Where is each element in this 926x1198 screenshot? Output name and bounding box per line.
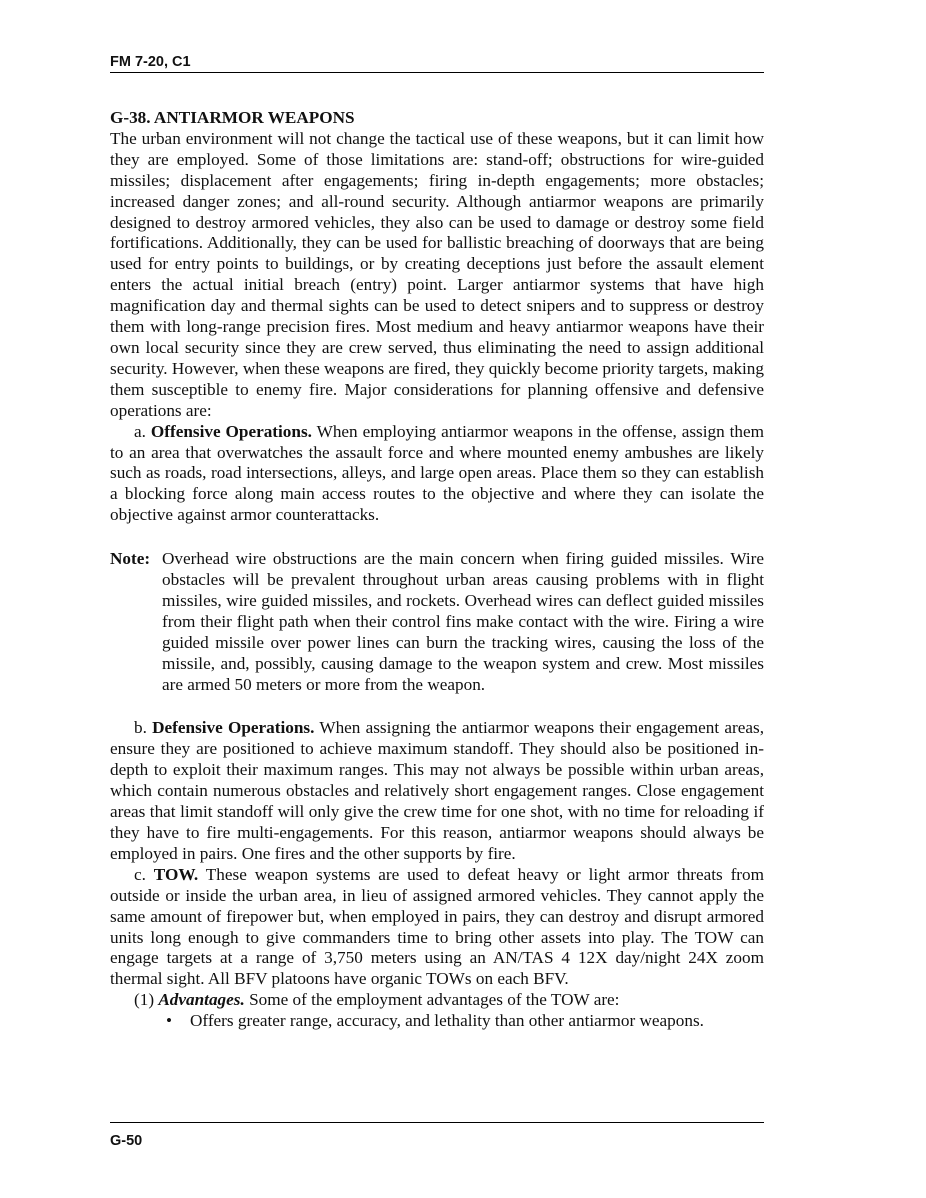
paragraph-b-text: When assigning the antiarmor weapons their engagement areas, ensure they are positioned to achieve maximum standoff. They should also be positioned in-depth to exploit their maximum ranges. This may not always be possible within urban areas, which contain numerous obstacles and relatively short engagement ranges. Close engagement areas that limit standoff will only give the crew time for one shot, with no time for reloading if they have to fire multi-engagements. For this reason, antiarmor weapons should always be employed in pairs. One fires and the other supports by fire. bbox=[110, 718, 764, 863]
paragraph-a-marker: a. bbox=[134, 421, 146, 441]
note-block bbox=[110, 549, 764, 695]
paragraph-b-title: Defensive Operations. bbox=[152, 718, 315, 738]
subparagraph-1-marker: (1) bbox=[134, 990, 155, 1010]
note-text: Overhead wire obstructions are the main concern when firing guided missiles. Wire obstacles will be prevalent throughout urban areas causing problems with in flight missiles, wire guided missiles, and rockets. Overhead wires can deflect guided missiles from their flight path when their control fins make contact with the wire. Firing a wire guided missile over power lines can burn the tracking wires, causing the loss of the missile, and, possibly, causing damage to the weapon system and crew. Most missiles are armed 50 meters or more from the weapon. bbox=[162, 549, 764, 694]
paragraph-b bbox=[110, 718, 764, 864]
bullet-icon: • bbox=[166, 1011, 173, 1031]
paragraph-c-text: These weapon systems are used to defeat heavy or light armor threats from outside or inside the urban area, in lieu of assigned armored vehicles. They cannot apply the same amount of firepower but, when employed in pairs, they can destroy and disrupt armored units long enough to give commanders time to bring other assets into play. The TOW can engage targets at a range of 3,750 meters using an AN/TAS 4 12X day/night 24X zoom thermal sight. All BFV platoons have organic TOWs on each BFV. bbox=[110, 864, 764, 989]
note-label: Note: bbox=[110, 549, 151, 569]
bullet-item bbox=[110, 1011, 764, 1032]
page-number: G-50 bbox=[110, 1133, 143, 1149]
subparagraph-1 bbox=[110, 990, 764, 1011]
running-header bbox=[110, 54, 764, 73]
header-text: FM 7-20, C1 bbox=[110, 54, 191, 70]
intro-paragraph: The urban environment will not change the tactical use of these weapons, but it can limit how they are employed. Some of those limitations are: stand-off; obstructions for wire-guided missiles; displacement after engagements; firing in-depth engagements; more obstacles; increased danger zones; and all-round security. Although antiarmor weapons are primarily designed to destroy armored vehicles, they also can be used to damage or destroy some field fortifications. Additionally, they can be used for ballistic breaching of doorways that are being used for entry points to buildings, or by creating deceptions just before the assault element enters the actual initial breach (entry) point. Larger antiarmor systems that have high magnification day and thermal sights can be used to detect snipers and to suppress or destroy them with long-range precision fires. Most medium and heavy antiarmor weapons have their own local security since they are crew served, thus eliminating the need to assign additional security. However, when these weapons are fired, they quickly become priority targets, making them susceptible to enemy fire. Major considerations for planning offensive and defensive operations are: bbox=[110, 128, 764, 420]
subparagraph-1-title: Advantages. bbox=[158, 990, 245, 1010]
subparagraph-1-text: Some of the employment advantages of the TOW are: bbox=[249, 990, 620, 1010]
section-heading: G-38. ANTIARMOR WEAPONS bbox=[110, 108, 355, 127]
paragraph-c bbox=[110, 865, 764, 990]
paragraph-a-title: Offensive Operations. bbox=[150, 421, 312, 441]
paragraph-c-title: TOW. bbox=[153, 864, 199, 884]
running-footer bbox=[110, 1122, 764, 1149]
paragraph-c-marker: c. bbox=[134, 864, 146, 884]
page-content bbox=[110, 108, 764, 1032]
paragraph-b-marker: b. bbox=[134, 718, 147, 738]
bullet-text: Offers greater range, accuracy, and lethality than other antiarmor weapons. bbox=[190, 1011, 704, 1031]
paragraph-a bbox=[110, 422, 764, 527]
paragraph-a-text: When employing antiarmor weapons in the offense, assign them to an area that overwatches the assault force and where mounted enemy ambushes are likely such as roads, road intersections, alleys, and large open areas. Place them so they can establish a blocking force along main access routes to the objective and where they can isolate the objective against armor counterattacks. bbox=[110, 421, 764, 525]
